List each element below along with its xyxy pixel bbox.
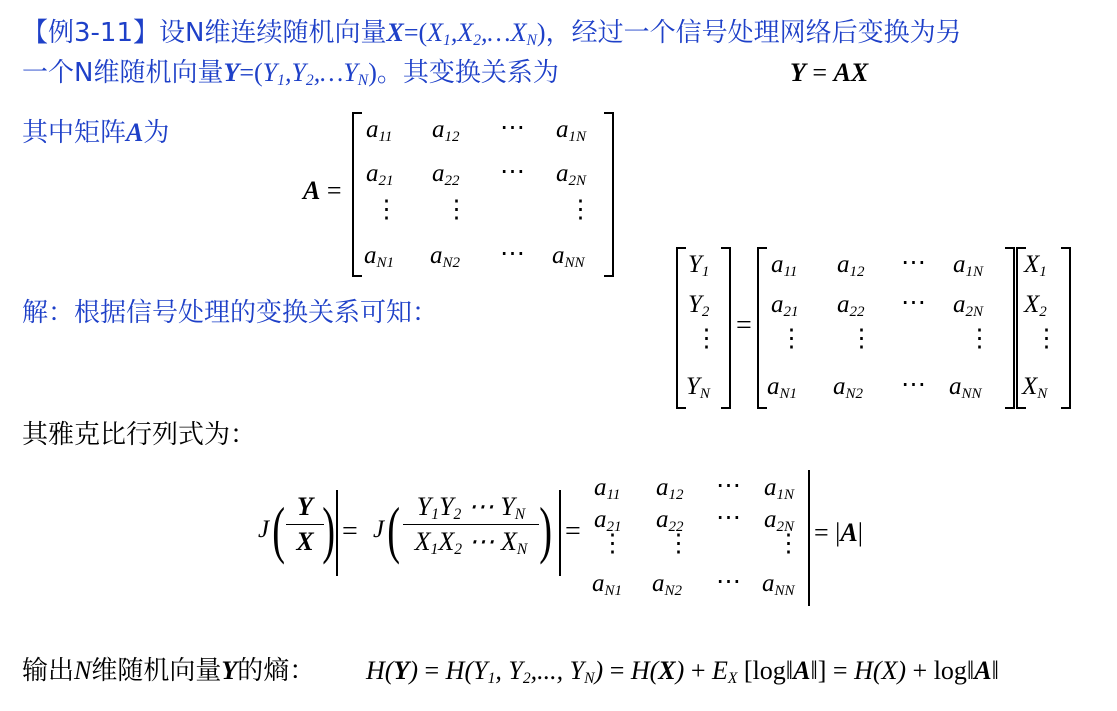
solution-label: 解：根据信号处理的变换关系可知： (22, 298, 439, 328)
jacobian-label: 其雅克比行列式为： (22, 420, 257, 450)
determinant-A: $a_{11}$ $a_{12}$ ⋯ $a_{1N}$ $a_{21}$ $a_{22}$ ⋯ $a_{2N}$ ⋮ ⋮ ⋮ $a_{N1}$ $a_{N2}$ ⋯ $a_{NN}$ (586, 470, 810, 606)
matrix-label: 其中矩阵A为 (22, 118, 170, 148)
matrix-A-symbol: A = (303, 176, 342, 205)
intro-line-1: 【例3-11】设N维连续随机向量$X=(X_1,X_2,\dots X_N)$，经过一个信号处理网络后变换为另 (22, 18, 962, 49)
transform-equation: Y = AX (790, 58, 869, 87)
abs-J-expanded: J ( $Y_1Y_2$ ⋯ $Y_N$ $X_1X_2$ ⋯ $X_N$ ) (365, 490, 561, 576)
vector-X: $X_1$ $X_2$ ⋮ $X_N$ (1016, 247, 1071, 409)
intro-line-2: 一个N维随机向量$Y=(Y_1,Y_2,\dots Y_N)$。其变换关系为 (22, 58, 559, 89)
vector-Y: $Y_1$ $Y_2$ ⋮ $Y_N$ (676, 247, 731, 409)
matrix-A: $a_{11}$ $a_{12}$ ⋯ $a_{1N}$ $a_{21}$ $a_{22}$ ⋯ $a_{2N}$ ⋮ ⋮ ⋮ $a_{N1}$ $a_{N2}$ ⋯ $a_{NN}$ (352, 112, 614, 277)
abs-J-Y-over-X: J ( Y X ) (250, 490, 338, 576)
example-tag: 【例3-11】 (22, 18, 160, 48)
abs-A: = |A| (814, 518, 863, 547)
equals-sign: = (736, 310, 752, 341)
entropy-label: 输出N维随机向量Y的熵： (22, 656, 316, 686)
matrix-A-2: $a_{11}$ $a_{12}$ ⋯ $a_{1N}$ $a_{21}$ $a_{22}$ ⋯ $a_{2N}$ ⋮ ⋮ ⋮ $a_{N1}$ $a_{N2}$ ⋯ $a_{NN}$ (757, 247, 1015, 409)
entropy-formula: $H(Y) = H(Y_1$, $Y_2$,..., $Y_N) = H(X) + E_X$ [log‖A‖] = H(X) + log‖A‖ (366, 656, 999, 687)
